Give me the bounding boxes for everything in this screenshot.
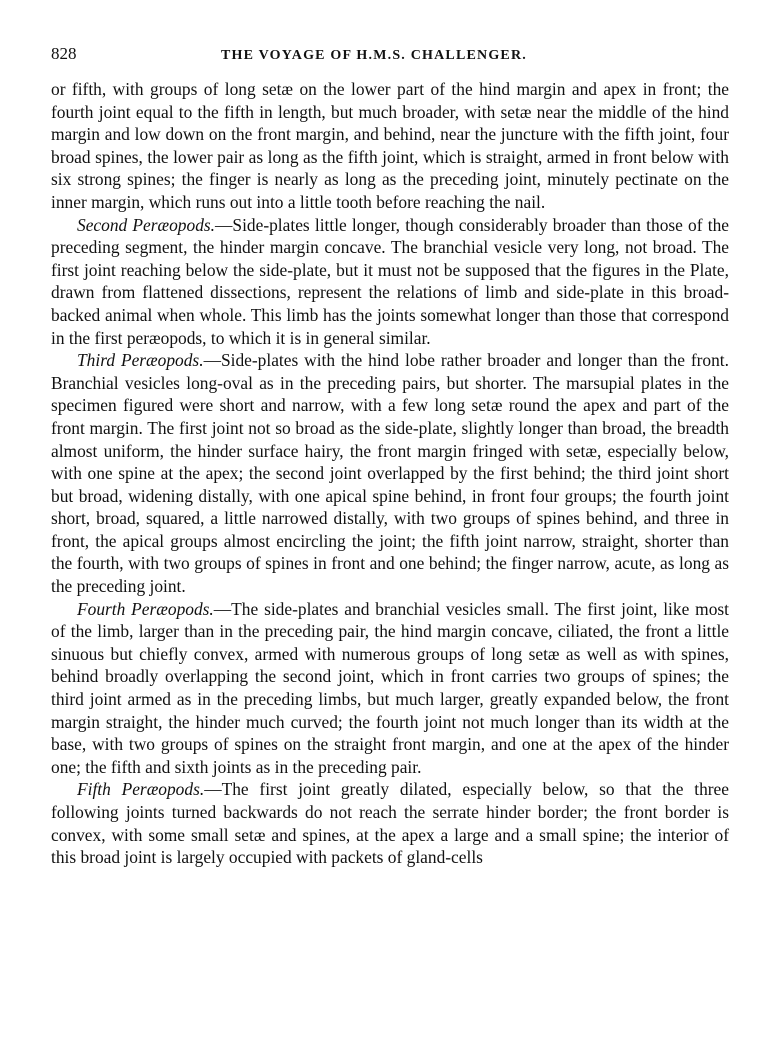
paragraph-text: —Side-plates little longer, though considerably broader than those of the preceding segment, the hinder margin concave. The branchial vesicle very long, not broad. The first joint reaching below the side-plate, but it must not be supposed that the figures in the Plate, drawn from flattened dissections, represent the relations of limb and side-plate in this broad-backed animal when whole. This limb has the joints somewhat longer than those that correspond in the first peræopods, to which it is in general similar. [51,214,729,348]
paragraph-continuation [51,78,729,214]
paragraph-fourth-peraeopods [51,598,729,779]
paragraph-text: or fifth, with groups of long setæ on the lower part of the hind margin and apex in front; the fourth joint equal to the fifth in length, but much broader, with setæ near the middle of the hind margin and low down on the front margin, and behind, near the juncture with the fifth joint, four broad spines, the lower pair as long as the fifth joint, which is straight, armed in front below with six strong spines; the finger is nearly as long as the preceding joint, minutely pectinate on the inner margin, which runs out into a little tooth before reaching the nail. [51,79,729,212]
paragraph-heading: Fourth Peræopods. [77,598,214,619]
paragraph-heading: Fifth Peræopods. [77,779,205,800]
paragraph-heading: Second Peræopods. [77,214,216,235]
page-number: 828 [51,44,77,63]
paragraph-heading: Third Peræopods. [77,350,204,371]
running-title: THE VOYAGE OF H.M.S. CHALLENGER. [221,48,527,63]
running-head [51,44,729,78]
body-text [51,78,729,869]
paragraph-text: —The first joint greatly dilated, especially below, so that the three following joints turned backwards do not reach the serrate hinder border; the front border is convex, with some small setæ and spines, at the apex a large and a small spine; the interior of this broad joint is largely occupied with packets of gland-cells [51,779,729,868]
paragraph-third-peraeopods [51,349,729,598]
paragraph-second-peraeopods [51,214,729,350]
paragraph-text: —Side-plates with the hind lobe rather broader and longer than the front. Branchial vesicles long-oval as in the preceding pairs, but shorter. The marsupial plates in the specimen figured were short and narrow, with a few long setæ round the apex and part of the front margin. The first joint not so broad as the side-plate, slightly longer than broad, the breadth almost uniform, the hinder surface hairy, the front margin fringed with setæ, especially below, with one spine at the apex; the second joint overlapped by the first behind; the third joint short but broad, widening distally, with one apical spine behind, in front four groups; the fourth joint short, broad, squared, a little narrowed distally, with two groups of spines behind, and three in front, the apical groups almost encircling the joint; the fifth joint narrow, straight, shorter than the fourth, with two groups of spines in front and one behind; the finger narrow, acute, as long as the preceding joint. [51,350,729,597]
paragraph-text: —The side-plates and branchial vesicles small. The first joint, like most of the limb, larger than in the preceding pair, the hind margin concave, ciliated, the front a little sinuous but chiefly convex, armed with numerous groups of long setæ as well as with spines, behind broadly overlapping the second joint, which in front carries two groups of spines; the third joint armed as in the preceding limbs, but much larger, greatly expanded below, the front margin straight, the hinder much curved; the fourth joint not much longer than its width at the base, with two groups of spines on the straight front margin, and one at the apex of the hinder one; the fifth and sixth joints as in the preceding pair. [51,598,729,777]
paragraph-fifth-peraeopods [51,778,729,868]
